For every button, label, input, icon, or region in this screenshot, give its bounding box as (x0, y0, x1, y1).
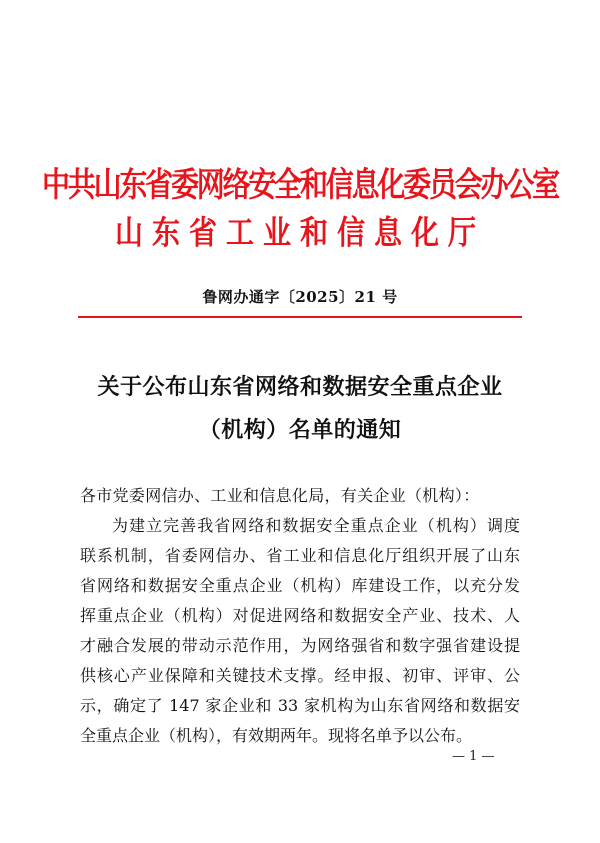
red-separator-line (78, 316, 522, 318)
body-line: 才融合发展的带动示范作用，为网络强省和数字强省建设提 (80, 636, 520, 655)
body-line: 联系机制，省委网信办、省工业和信息化厅组织开展了山东 (80, 546, 520, 565)
document-number: 鲁网办通字〔2025〕21 号 (202, 288, 398, 306)
document-title-line-2: （机构）名单的通知 (198, 417, 402, 443)
body-line: 为建立完善我省网络和数据安全重点企业（机构）调度 (112, 516, 520, 535)
body-line: 示，确定了 147 家企业和 33 家机构为山东省网络和数据安 (80, 696, 520, 715)
salutation: 各市党委网信办、工业和信息化局，有关企业（机构）： (80, 486, 480, 505)
body-line: 全重点企业（机构），有效期两年。现将名单予以公布。 (80, 726, 473, 745)
body-line: 省网络和数据安全重点企业（机构）库建设工作，以充分发 (80, 576, 520, 595)
body-line: 供核心产业保障和关键技术支撑。经申报、初审、评审、公 (80, 666, 520, 685)
page-number: — 1 — (452, 749, 495, 764)
issuer-line-2: 山东省工业和信息化厅 (114, 213, 485, 252)
issuer-line-1: 中共山东省委网络安全和信息化委员会办公室 (41, 165, 558, 205)
document-title-line-1: 关于公布山东省网络和数据安全重点企业 (97, 374, 503, 400)
body-line: 挥重点企业（机构）对促进网络和数据安全产业、技术、人 (80, 606, 520, 625)
